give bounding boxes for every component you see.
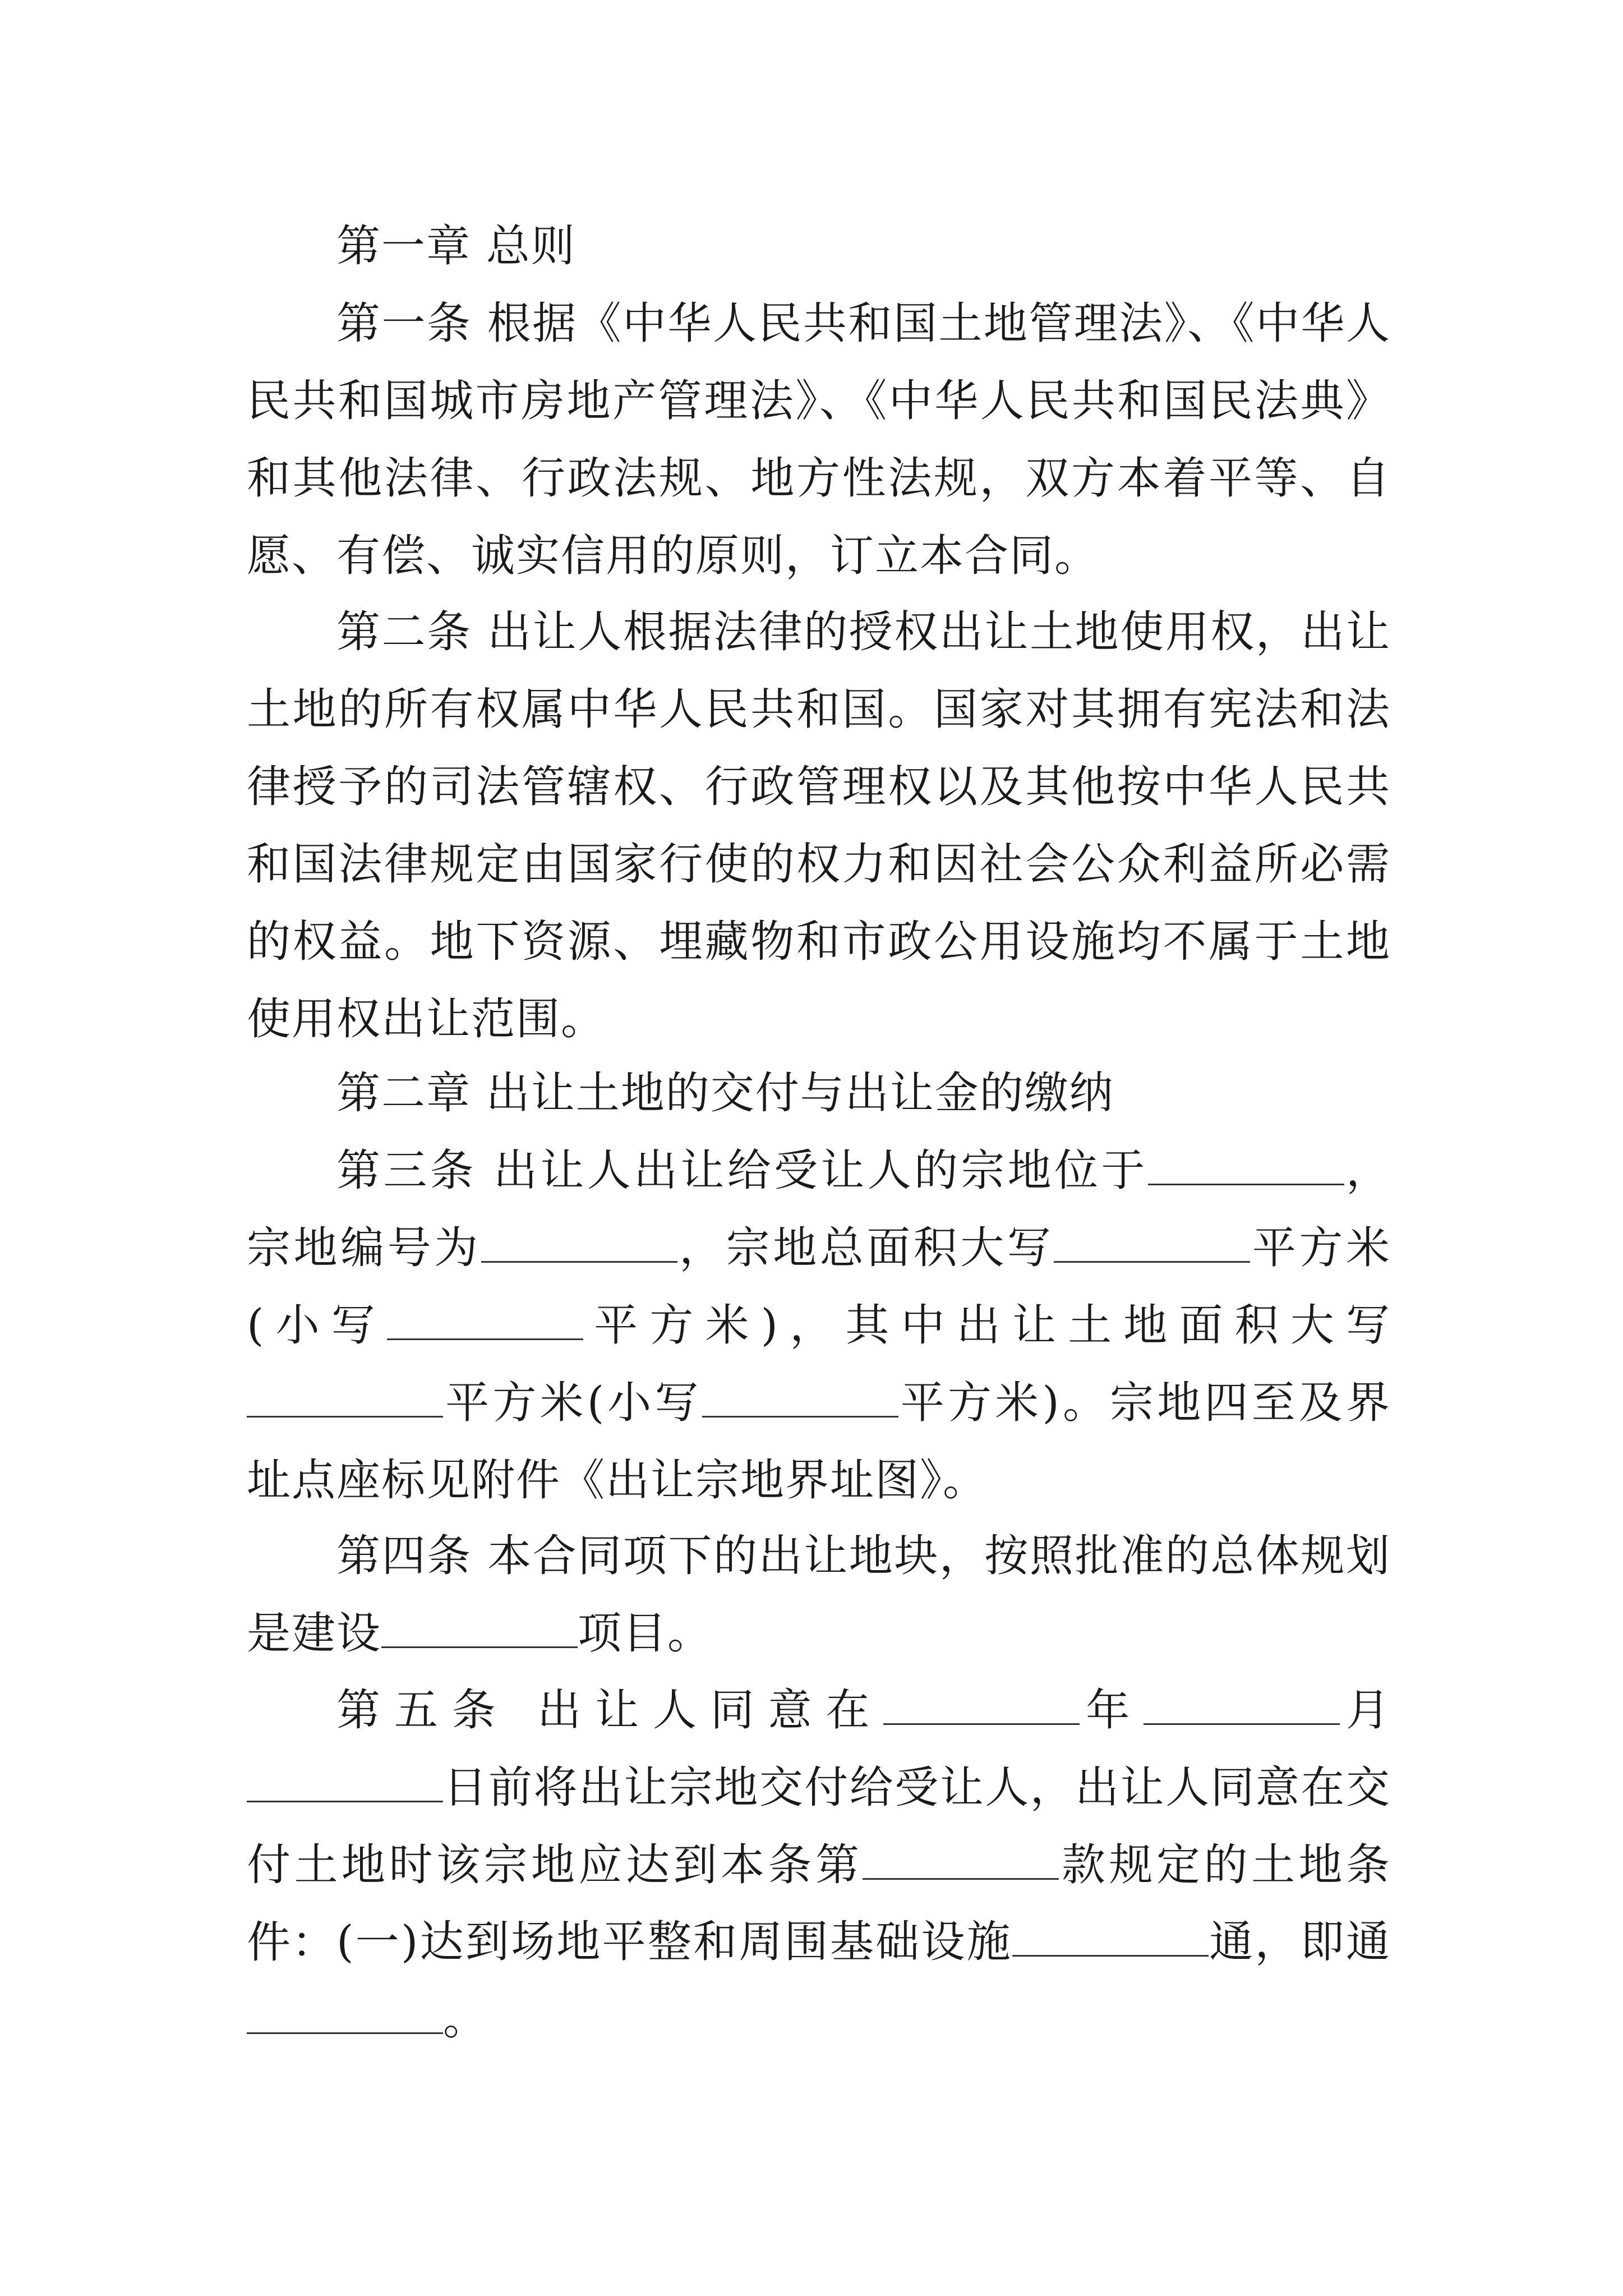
blank-infrastructure-list [247,1995,443,2034]
article-3-text-2: ，宗地编号为 [247,1145,1391,1273]
chapter-2-heading [247,1055,1391,1132]
item-1-text-2: 通，即通 [1208,1917,1391,1967]
item-1 [247,1903,1391,2058]
blank-delivery-year [883,1686,1080,1725]
blank-total-area-figures [387,1301,583,1340]
article-2-text: 第二条 出让人根据法律的授权出让土地使用权，出让土地的所有权属中华人民共和国。国家对其拥有宪法和法律授予的司法管辖权、行政管理权以及其他按中华人民共和国法律规定由国家行使的权力和因社会公众利益所必需的权益。地下资源、埋藏物和市政公用设施均不属于土地使用权出让范围。 [247,607,1391,1045]
article-3-text-3: ，宗地总面积大写 [677,1223,1054,1273]
article-5-text-1: 第五条 出让人同意在 [336,1685,884,1736]
blank-parcel-number [481,1224,677,1263]
blank-infrastructure-count [1012,1918,1209,1957]
article-5-text-2: 年 [1080,1685,1144,1736]
article-5-text-3: 月 [1340,1685,1391,1736]
blank-delivery-day [247,1764,443,1802]
article-4-text-1: 第四条 本合同项下的出让地块，按照批准的总体规划是建设 [247,1531,1391,1659]
article-5-text-5: 款规定的土地条件： [247,1840,1391,1968]
chapter-1-heading-text: 第一章 总则 [336,221,576,272]
article-3-text-7: 平方米)。宗地四至及界址点座标见附件《出让宗地界址图》。 [247,1378,1391,1506]
chapter-2-heading-text: 第二章 出让土地的交付与出让金的缴纳 [336,1068,1114,1119]
blank-transfer-area-figures [702,1379,898,1418]
article-3 [247,1132,1391,1519]
article-2 [247,593,1391,1058]
article-5-text-4: 日前将出让宗地交付给受让人，出让人同意在交付土地时该宗地应达到本条第 [247,1763,1391,1890]
article-4 [247,1517,1391,1672]
article-3-text-6: 平方米(小写 [443,1378,702,1428]
blank-project-name [381,1609,578,1648]
blank-clause-number [863,1841,1059,1880]
blank-total-area-words [1054,1224,1250,1263]
article-4-text-2: 项目。 [578,1608,713,1659]
chapter-1-heading [247,208,1391,285]
item-1-text-3: 。 [443,1994,488,2045]
blank-transfer-area-words [247,1379,443,1418]
item-1-text-1: (一)达到场地平整和周围基础设施 [336,1917,1012,1967]
article-3-text-1: 第三条 出让人出让给受让人的宗地位于 [336,1145,1148,1196]
blank-parcel-location [1148,1147,1344,1185]
article-3-text-5: 平方米)，其中出让土地面积大写 [583,1300,1391,1351]
article-1-text: 第一条 根据《中华人民共和国土地管理法》、《中华人民共和国城市房地产管理法》、《中华人民共和国民法典》和其他法律、行政法规、地方性法规，双方本着平等、自愿、有偿、诚实信用的原则，订立本合同。 [247,298,1391,581]
article-1 [247,285,1391,595]
blank-delivery-month [1144,1686,1340,1725]
article-3-text-4: 平方米(小写 [247,1223,1391,1351]
